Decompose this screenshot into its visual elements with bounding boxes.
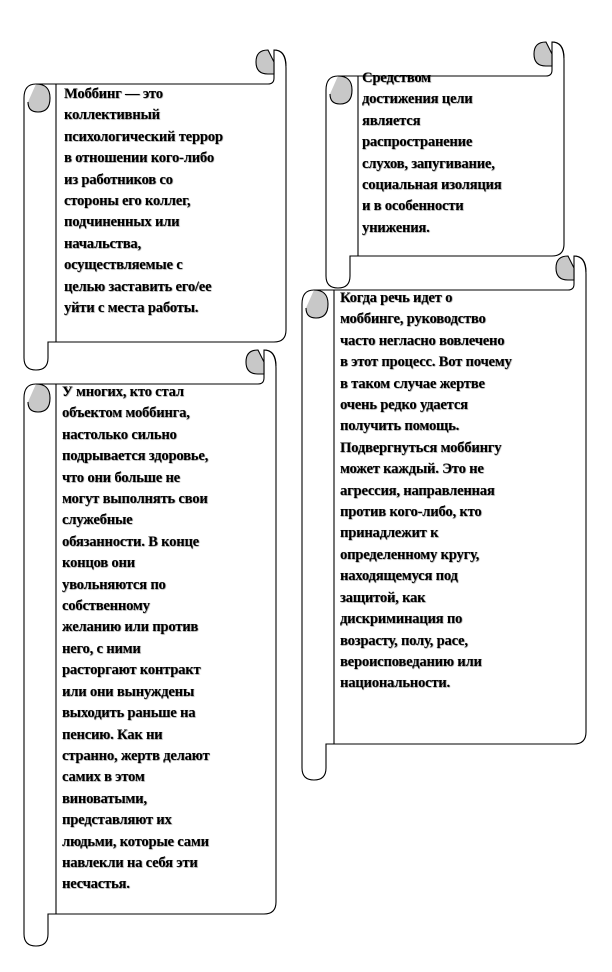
scroll-management [298, 252, 592, 782]
scroll-consequences [20, 346, 282, 950]
management-text: Когда речь идет о моббинге, руководство часто негласно вовлечено в этот процесс. Вот почему в таком случае жертве очень редко удается получить помощь. Подвергнуться моббингу может каждый. Это не агрессия, направленная против кого-либо, кто принадлежит к определенному кругу, находящемуся под защитой, как дискриминация по возрасту, полу, расе, вероисповеданию или национальности. [340, 290, 512, 692]
definition-body: — это коллективный психологический террор в отношении кого-либо из работников со стороны его коллег, подчиненных или начальства, осуществляемые с целью заставить его/ее уйти с места работы. [64, 86, 223, 317]
consequences-text: У многих, кто стал объектом моббинга, настолько сильно подрывается здоровье, что они больше не могут выполнять свои служебные обязанности. В конце концов они увольняются по собственному желанию или против него, с ними расторгают контракт или они вынуждены выходить раньше на пенсию. Как ни странно, жертв делают самих в этом виноватыми, представляют их людьми, которые сами навлекли на себя эти несчастья. [62, 384, 210, 893]
scroll-definition [20, 46, 292, 372]
definition-text [64, 84, 290, 319]
definition-term: Моббинг [64, 86, 122, 102]
means-text: Средством достижения цели является распространение слухов, запугивание, социальная изоляция и в особенности унижения. [362, 70, 502, 236]
